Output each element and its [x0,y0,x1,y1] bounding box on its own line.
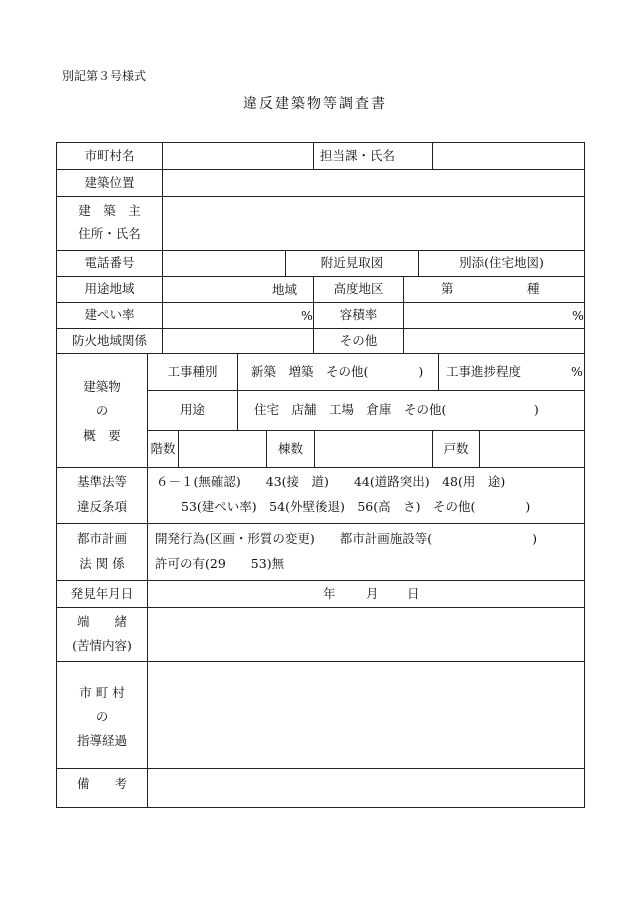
attached-map-label: 別添(住宅地図) [459,255,544,270]
document-title: 違反建築物等調査書 [243,96,387,112]
planning-label-line2: 法 関 係 [79,556,125,571]
far-percent: % [572,308,584,323]
permit-line: 許可の有(29 53)無 [155,556,285,571]
guidance-label-line2: の [95,709,109,724]
floors-label: 階数 [150,441,176,456]
guidance-label-line1: 市 町 村 [79,685,125,700]
class-dai: 第 [441,281,454,296]
municipality-label: 市町村名 [84,148,135,163]
zone-suffix: 地域 [272,282,298,297]
year-label: 年 [323,586,336,601]
form-number-label: 別記第３号様式 [62,69,147,83]
progress-unit: % [571,364,583,379]
violation-articles-line2: 53(建ぺい率) 54(外壁後退) 56(高 さ) その他( ) [181,499,531,514]
progress-label: 工事進捗程度 [446,364,522,379]
units-label: 戸数 [443,441,469,456]
nearby-map-label: 附近見取図 [320,255,384,270]
owner-label-line1: 建 築 主 [78,203,141,218]
coverage-percent: % [301,308,313,323]
class-shu: 種 [527,281,540,296]
phone-label: 電話番号 [84,255,135,270]
fire-zone-label: 防火地域関係 [71,333,147,348]
officer-label: 担当課・氏名 [320,148,396,163]
work-type-label: 工事種別 [167,364,218,379]
building-use-label: 用途 [179,402,205,417]
violation-label-line2: 違反条項 [76,499,127,514]
far-label: 容積率 [339,307,378,322]
day-label: 日 [407,586,420,601]
overview-label-line3: 概 要 [83,428,121,443]
violation-label-line1: 基準法等 [76,474,127,489]
guidance-label-line3: 指導経過 [76,733,127,748]
building-use-options: 住宅 店舗 工場 倉庫 その他( ) [254,402,539,417]
month-label: 月 [366,586,379,601]
use-zone-label: 用途地域 [84,281,135,296]
buildings-count-label: 棟数 [277,441,303,456]
discovery-date-label: 発見年月日 [70,586,134,601]
origin-label-line2: (苦情内容) [72,638,132,653]
overview-label-line2: の [95,403,109,418]
violation-articles-line1: ６－１(無確認) 43(接 道) 44(道路突出) 48(用 途) [156,474,506,489]
origin-label-line1: 端 緒 [76,614,127,629]
planning-label-line1: 都市計画 [76,531,127,546]
owner-label-line2: 住所・氏名 [78,226,141,241]
work-type-options: 新築 増築 その他( ) [251,364,424,379]
overview-label-line1: 建築物 [83,379,121,394]
building-location-label: 建築位置 [84,175,135,190]
height-district-label: 高度地区 [333,281,384,296]
coverage-label: 建ぺい率 [84,307,135,322]
other-label: その他 [339,333,378,348]
remarks-label: 備 考 [76,776,127,791]
development-act-line: 開発行為(区画・形質の変更) 都市計画施設等( ) [155,531,538,546]
